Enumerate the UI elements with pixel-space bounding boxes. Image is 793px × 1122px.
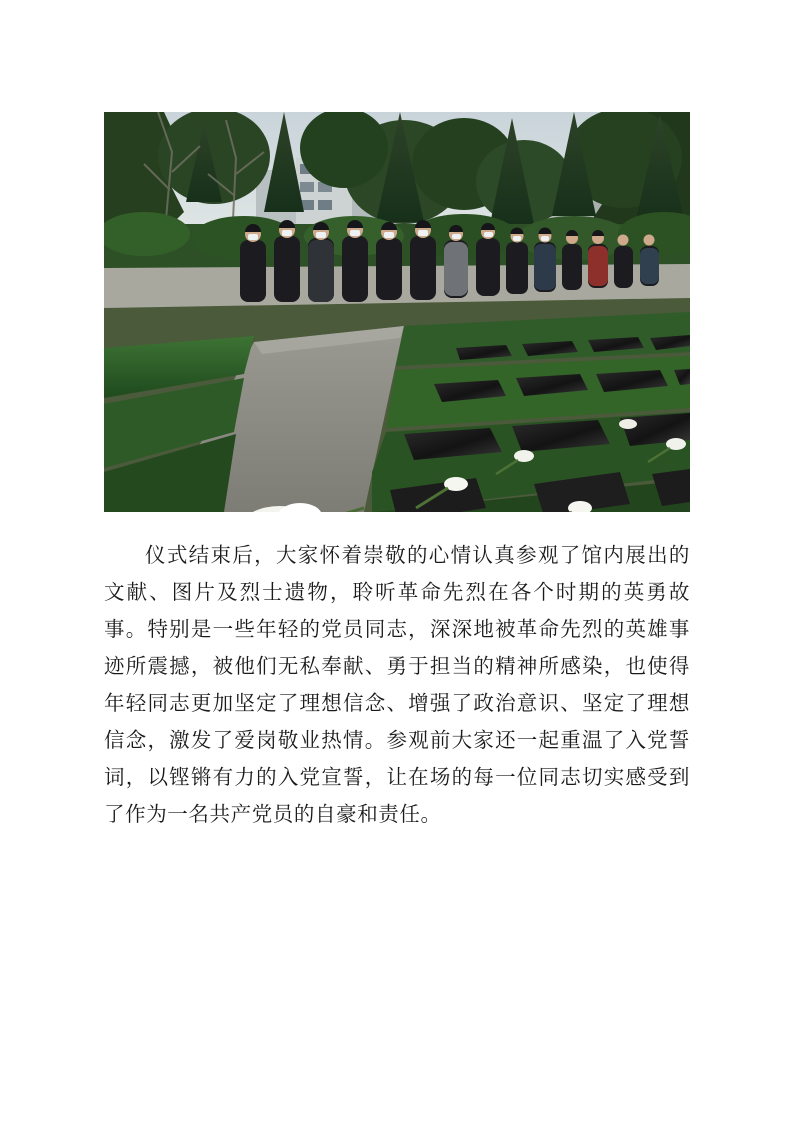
body-paragraph: 仪式结束后，大家怀着崇敬的心情认真参观了馆内展出的文献、图片及烈士遗物，聆听革命先烈在各个时期的英勇故事。特别是一些年轻的党员同志，深深地被革命先烈的英雄事迹所震撼，被他们无私奉献、勇于担当的精神所感染，也使得年轻同志更加坚定了理想信念、增强了政治意识、坚定了理想信念，激发了爱岗敬业热情。参观前大家还一起重温了入党誓词，以铿锵有力的入党宣誓，让在场的每一位同志切实感受到了作为一名共产党员的自豪和责任。 bbox=[104, 545, 690, 826]
memorial-cemetery-visit-photo bbox=[104, 112, 690, 512]
page-content bbox=[104, 112, 690, 855]
photo-illustration bbox=[104, 112, 690, 512]
